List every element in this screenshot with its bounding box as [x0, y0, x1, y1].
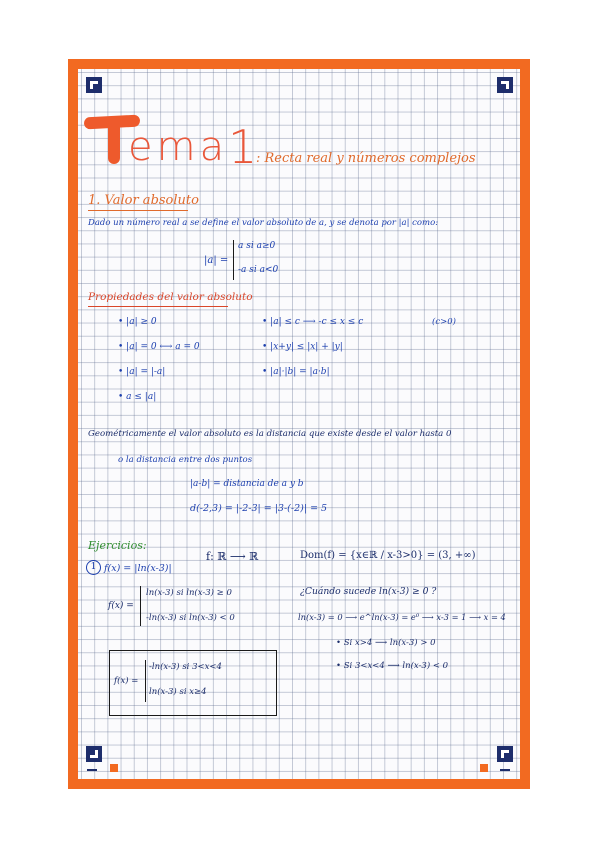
property-item: • |a| ≤ c ⟶ -c ≤ x ≤ c — [262, 317, 364, 327]
brace — [140, 586, 141, 626]
definition-lhs: |a| = — [204, 255, 229, 266]
solve-text: ln(x-3) = 0 ⟶ e^ln(x-3) = e⁰ ⟶ x-3 = 1 ⟶ x = 4 — [298, 612, 506, 622]
definition-case-2: -a si a<0 — [238, 265, 279, 275]
geometric-text: o la distancia entre dos puntos — [118, 455, 253, 465]
geometric-example: d(-2,3) = |-2-3| = |3-(-2)| = 5 — [190, 503, 328, 514]
geometric-text: Geométricamente el valor absoluto es la distancia que existe desde el valor hasta 0 — [88, 429, 452, 439]
property-note: (c>0) — [432, 317, 456, 327]
geometric-formula: |a-b| = distancia de a y b — [190, 479, 304, 489]
title-number: 1 — [228, 120, 258, 174]
divider — [88, 306, 228, 307]
exercises-heading: Ejercicios: — [88, 539, 147, 552]
brace — [145, 660, 146, 702]
question-text: ¿Cuándo sucede ln(x-3) ≥ 0 ? — [300, 586, 437, 597]
domain: Dom(f) = {x∈ℝ / x-3>0} = (3, +∞) — [300, 550, 476, 561]
title-word: ema — [128, 124, 229, 170]
case-text: • Si x>4 ⟶ ln(x-3) > 0 — [336, 638, 436, 648]
corner-marker-bottom-left-icon — [86, 746, 102, 762]
piecewise-case-1: ln(x-3) si ln(x-3) ≥ 0 — [146, 588, 232, 598]
definition-case-1: a si a≥0 — [238, 241, 276, 251]
divider — [88, 210, 188, 211]
property-item: • |a| = |-a| — [118, 367, 166, 377]
tick-mark-icon — [87, 769, 97, 771]
case-text: • Si 3<x<4 ⟶ ln(x-3) < 0 — [336, 661, 449, 671]
corner-marker-bottom-right-icon — [497, 746, 513, 762]
property-item: • |a|·|b| = |a·b| — [262, 367, 330, 377]
piecewise-lhs: f(x) = — [108, 601, 134, 611]
boxed-case-1: -ln(x-3) si 3<x<4 — [149, 662, 222, 672]
corner-marker-top-right-icon — [497, 77, 513, 93]
section-heading: 1. Valor absoluto — [88, 193, 199, 208]
function-mapping: f: ℝ ⟶ ℝ — [206, 550, 259, 563]
exercise-number: 1 — [86, 560, 101, 575]
boxed-lhs: f(x) = — [114, 676, 139, 686]
boxed-case-2: ln(x-3) si x≥4 — [149, 687, 207, 697]
orange-marker-icon — [480, 764, 488, 772]
function-definition: f(x) = |ln(x-3)| — [104, 563, 172, 574]
tick-mark-icon — [500, 769, 510, 771]
property-item: • |a| = 0 ⟷ a = 0 — [118, 342, 200, 352]
title-subtitle: : Recta real y números complejos — [256, 151, 476, 166]
piecewise-case-2: -ln(x-3) si ln(x-3) < 0 — [146, 613, 235, 623]
property-item: • |a| ≥ 0 — [118, 317, 157, 327]
corner-marker-top-left-icon — [86, 77, 102, 93]
orange-marker-icon — [110, 764, 118, 772]
brace — [233, 240, 234, 280]
property-item: • |x+y| ≤ |x| + |y| — [262, 342, 343, 352]
definition-text: Dado un número real a se define el valor absoluto de a, y se denota por |a| como: — [88, 218, 439, 228]
property-item: • a ≤ |a| — [118, 392, 157, 402]
properties-heading: Propiedades del valor absoluto — [88, 291, 253, 303]
